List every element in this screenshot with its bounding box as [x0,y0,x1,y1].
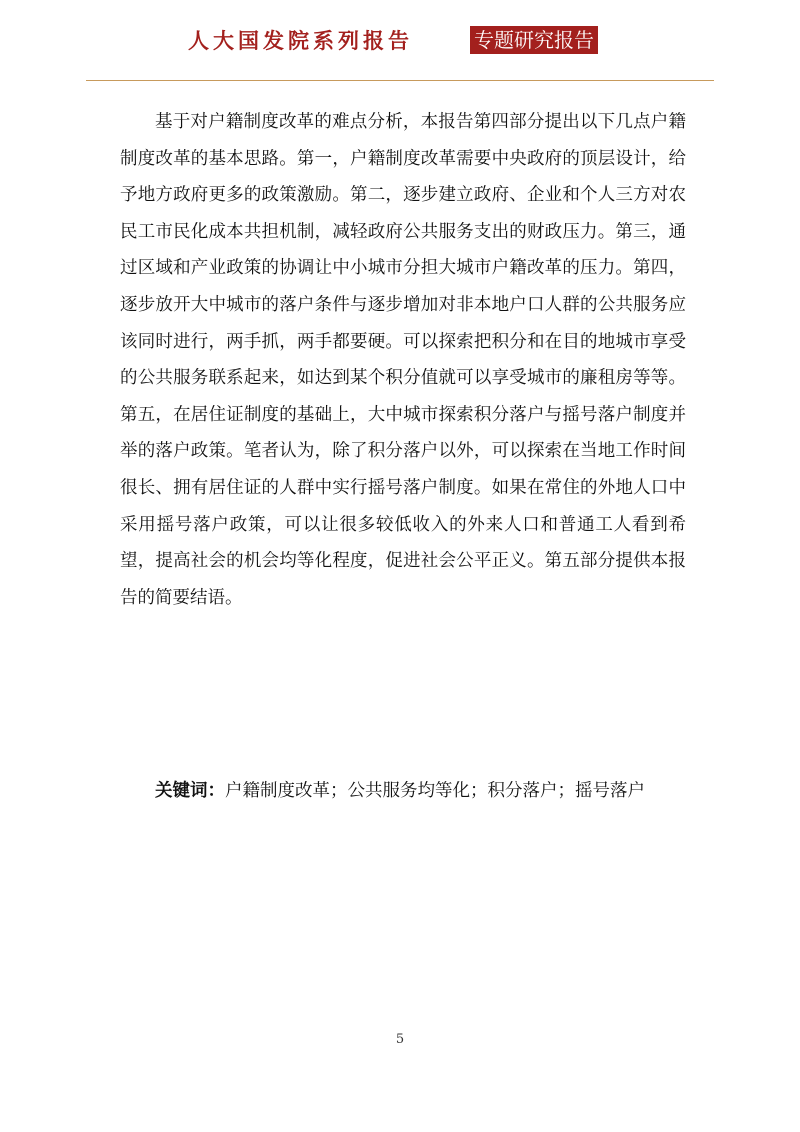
keywords-line [120,776,686,806]
body-paragraph: 基于对户籍制度改革的难点分析，本报告第四部分提出以下几点户籍制度改革的基本思路。第一，户籍制度改革需要中央政府的顶层设计，给予地方政府更多的政策激励。第二，逐步建立政府、企业和个人三方对农民工市民化成本共担机制，减轻政府公共服务支出的财政压力。第三，通过区域和产业政策的协调让中小城市分担大城市户籍改革的压力。第四，逐步放开大中城市的落户条件与逐步增加对非本地户口人群的公共服务应该同时进行，两手抓，两手都要硬。可以探索把积分和在目的地城市享受的公共服务联系起来，如达到某个积分值就可以享受城市的廉租房等等。第五，在居住证制度的基础上，大中城市探索积分落户与摇号落户制度并举的落户政策。笔者认为，除了积分落户以外，可以探索在当地工作时间很长、拥有居住证的人群中实行摇号落户制度。如果在常住的外地人口中采用摇号落户政策，可以让很多较低收入的外来人口和普通工人看到希望，提高社会的机会均等化程度，促进社会公平正义。第五部分提供本报告的简要结语。 [120,112,686,608]
report-series-title: 人大国发院系列报告 [188,28,413,53]
keywords-label: 关键词： [155,781,225,801]
page-header [0,22,800,62]
keywords-text: 户籍制度改革；公共服务均等化；积分落户；摇号落户 [225,781,645,801]
page-number: 5 [395,1032,405,1047]
report-type-badge: 专题研究报告 [470,26,598,54]
header-divider [86,80,714,81]
